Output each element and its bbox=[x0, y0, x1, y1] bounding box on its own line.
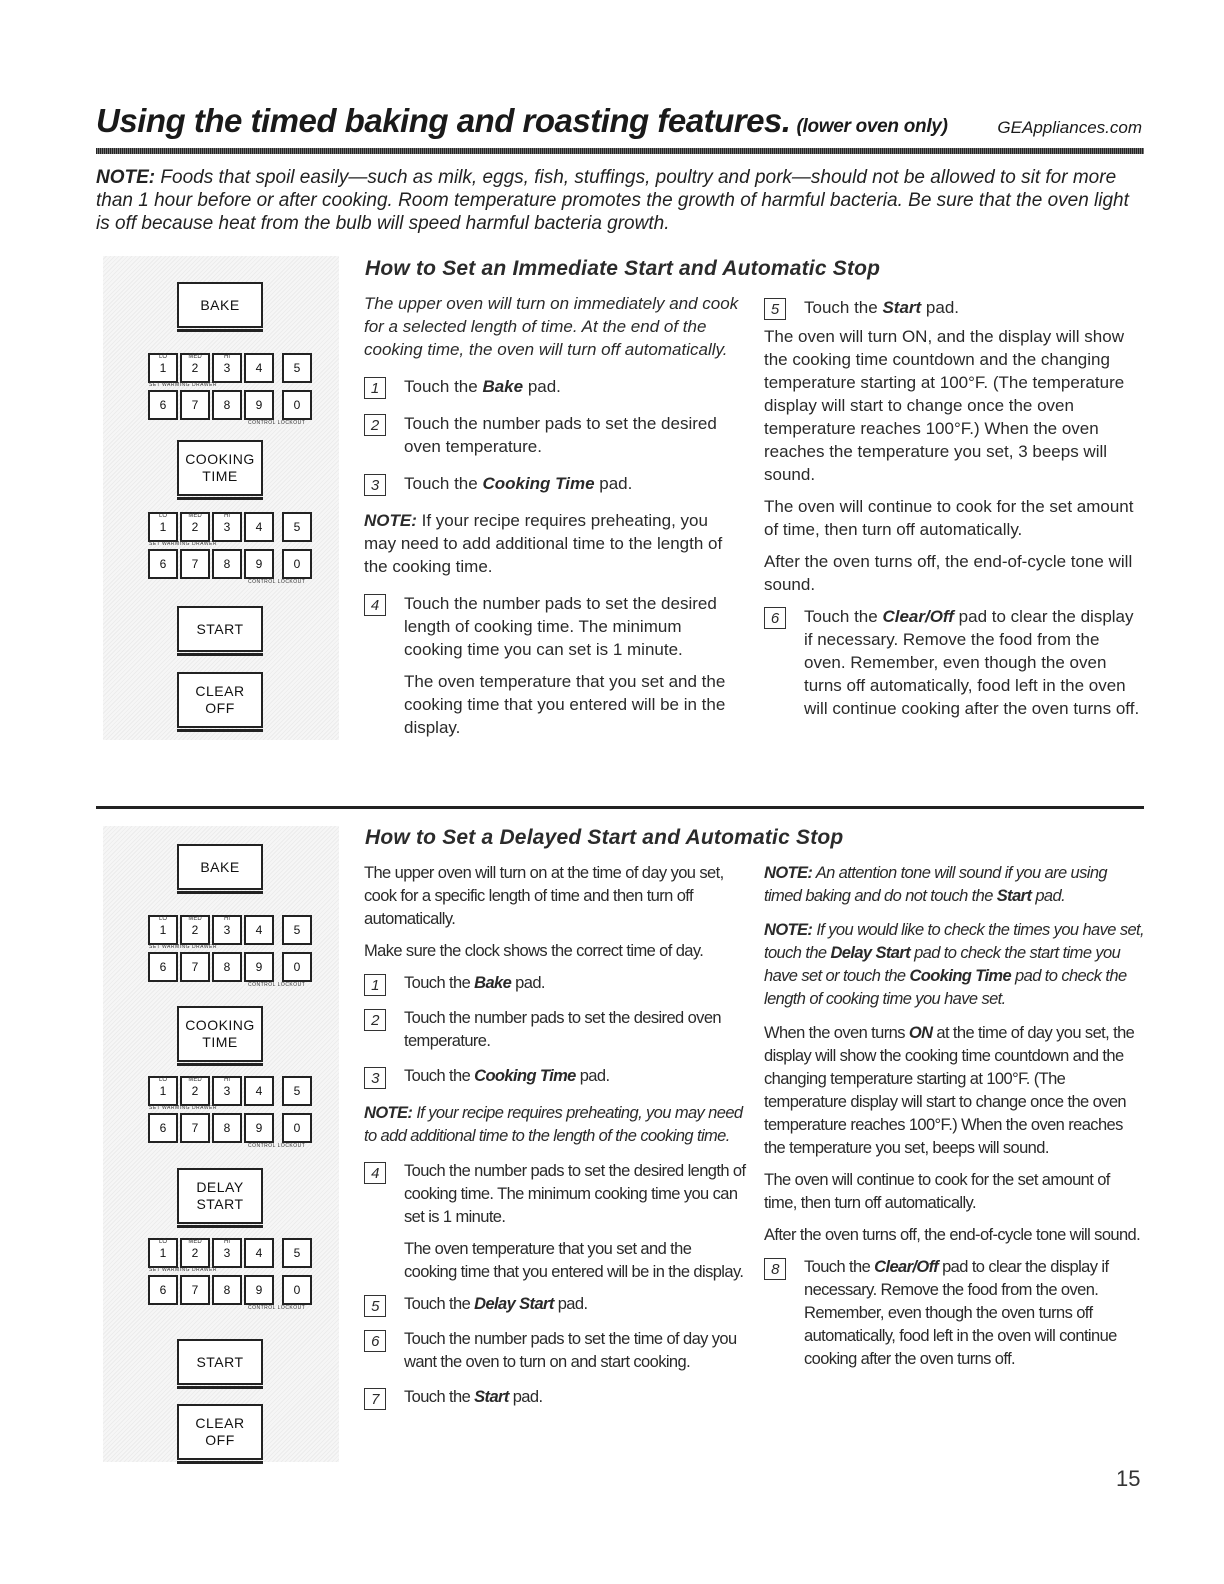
bake-pad[interactable]: BAKE bbox=[177, 844, 263, 890]
section1-step-5: 5 Touch the Start pad. bbox=[764, 296, 1144, 319]
section2-step-5: 5 Touch the Delay Start pad. bbox=[364, 1293, 746, 1316]
key-1[interactable]: LO 1 bbox=[148, 915, 178, 945]
section1-left-column bbox=[364, 292, 742, 748]
section1-step-4: 4 Touch the number pads to set the desired length of cooking time. The minimum cooking time you can set is 1 minute. bbox=[364, 592, 742, 661]
key-3[interactable]: HI 3 bbox=[212, 512, 242, 542]
key-7[interactable]: 7 bbox=[180, 390, 210, 420]
key-2[interactable]: MED 2 bbox=[180, 1238, 210, 1268]
key-6[interactable]: 6 bbox=[148, 1113, 178, 1143]
delay-start-pad[interactable]: DELAY START bbox=[177, 1168, 263, 1224]
key-3[interactable]: HI 3 bbox=[212, 915, 242, 945]
clear-off-pad[interactable]: CLEAR OFF bbox=[177, 1404, 263, 1460]
number-row-top bbox=[148, 353, 328, 383]
section-title-delayed: How to Set a Delayed Start and Automatic Stop bbox=[365, 826, 844, 849]
website-label: GEAppliances.com bbox=[997, 118, 1142, 137]
key-4[interactable]: 4 bbox=[244, 1238, 274, 1268]
section2-step-3: 3 Touch the Cooking Time pad. bbox=[364, 1065, 746, 1088]
number-row-top bbox=[148, 915, 328, 945]
key-9[interactable]: 9 bbox=[244, 1275, 274, 1305]
key-6[interactable]: 6 bbox=[148, 549, 178, 579]
key-3[interactable]: HI 3 bbox=[212, 1076, 242, 1106]
section1-note: NOTE: If your recipe requires preheating, you may need to add additional time to the length of the cooking time. bbox=[364, 511, 723, 576]
key-7[interactable]: 7 bbox=[180, 952, 210, 982]
warming-drawer-label: SET WARMING DRAWER bbox=[149, 944, 217, 950]
number-row-bottom bbox=[148, 952, 328, 982]
section2-result-3: After the oven turns off, the end-of-cycle tone will sound. bbox=[764, 1226, 1141, 1244]
key-7[interactable]: 7 bbox=[180, 1113, 210, 1143]
control-panel-delayed bbox=[103, 826, 339, 1462]
section-title-immediate: How to Set an Immediate Start and Automatic Stop bbox=[365, 257, 881, 280]
section1-step-2: 2 Touch the number pads to set the desired oven temperature. bbox=[364, 412, 742, 458]
section2-result-2: The oven will continue to cook for the set amount of time, then turn off automatically. bbox=[764, 1171, 1110, 1212]
key-8[interactable]: 8 bbox=[212, 1113, 242, 1143]
section2-note-check-times: NOTE: If you would like to check the times you have set, touch the Delay Start pad to check the start time you have set or touch the Cooking Time pad to check the length of cooking time you have set. bbox=[764, 921, 1145, 1008]
control-panel-immediate bbox=[103, 256, 339, 740]
warming-drawer-label: SET WARMING DRAWER bbox=[149, 541, 217, 547]
warming-drawer-label: SET WARMING DRAWER bbox=[149, 382, 217, 388]
key-0[interactable]: 0 bbox=[282, 952, 312, 982]
key-7[interactable]: 7 bbox=[180, 1275, 210, 1305]
page-header bbox=[96, 102, 1144, 148]
key-5[interactable]: 5 bbox=[282, 915, 312, 945]
section2-step-4-detail: The oven temperature that you set and the cooking time that you entered will be in the display. bbox=[404, 1240, 744, 1281]
key-5[interactable]: 5 bbox=[282, 1076, 312, 1106]
key-1[interactable]: LO 1 bbox=[148, 353, 178, 383]
key-6[interactable]: 6 bbox=[148, 952, 178, 982]
key-8[interactable]: 8 bbox=[212, 1275, 242, 1305]
number-row-top bbox=[148, 1238, 328, 1268]
bake-pad[interactable]: BAKE bbox=[177, 282, 263, 328]
key-8[interactable]: 8 bbox=[212, 390, 242, 420]
section1-result-3: After the oven turns off, the end-of-cycle tone will sound. bbox=[764, 552, 1133, 594]
key-9[interactable]: 9 bbox=[244, 549, 274, 579]
control-lockout-label: CONTROL LOCKOUT bbox=[248, 982, 306, 988]
section2-intro: The upper oven will turn on at the time of day you set, cook for a specific length of time and then turn off automatically. bbox=[364, 864, 724, 928]
number-row-bottom bbox=[148, 1275, 328, 1305]
key-2[interactable]: MED 2 bbox=[180, 353, 210, 383]
section1-right-column bbox=[764, 296, 1144, 729]
page-title: Using the timed baking and roasting features. (lower oven only) bbox=[96, 102, 948, 139]
key-8[interactable]: 8 bbox=[212, 952, 242, 982]
key-2[interactable]: MED 2 bbox=[180, 512, 210, 542]
control-lockout-label: CONTROL LOCKOUT bbox=[248, 1305, 306, 1311]
key-2[interactable]: MED 2 bbox=[180, 915, 210, 945]
key-3[interactable]: HI 3 bbox=[212, 353, 242, 383]
start-pad[interactable]: START bbox=[177, 606, 263, 652]
warming-drawer-label: SET WARMING DRAWER bbox=[149, 1105, 217, 1111]
section1-step-6: 6 Touch the Clear/Off pad to clear the display if necessary. Remove the food from the oven. Remember, even though the oven turns off automatically, food left in the oven will continue cooking after the oven turns off. bbox=[764, 605, 1144, 720]
key-9[interactable]: 9 bbox=[244, 952, 274, 982]
key-9[interactable]: 9 bbox=[244, 1113, 274, 1143]
number-row-bottom bbox=[148, 1113, 328, 1143]
section2-clock-note: Make sure the clock shows the correct time of day. bbox=[364, 942, 704, 960]
section2-step-7: 7 Touch the Start pad. bbox=[364, 1386, 746, 1409]
key-3[interactable]: HI 3 bbox=[212, 1238, 242, 1268]
key-0[interactable]: 0 bbox=[282, 1275, 312, 1305]
section1-intro: The upper oven will turn on immediately and cook for a selected length of time. At the end of the cooking time, the oven will turn off automatically. bbox=[364, 294, 739, 359]
number-row-top bbox=[148, 1076, 328, 1106]
food-safety-note: NOTE: Foods that spoil easily—such as milk, eggs, fish, stuffings, poultry and pork—should not be allowed to sit for more than 1 hour before or after cooking. Room temperature promotes the growth of harmful bacteria. Be sure that the oven light is off because heat from the bulb will speed harmful bacteria growth. bbox=[96, 167, 1129, 234]
key-9[interactable]: 9 bbox=[244, 390, 274, 420]
key-6[interactable]: 6 bbox=[148, 390, 178, 420]
section2-result-1: When the oven turns ON at the time of day you set, the display will show the cooking time countdown and the changing temperature starting at 100°F. (The temperature display will start to change once the oven temperature reaches 100°F.) When the oven reaches the temperature you set, beeps will sound. bbox=[764, 1024, 1135, 1157]
control-lockout-label: CONTROL LOCKOUT bbox=[248, 579, 306, 585]
key-5[interactable]: 5 bbox=[282, 1238, 312, 1268]
cooking-time-pad[interactable]: COOKING TIME bbox=[177, 440, 263, 496]
section1-result-1: The oven will turn ON, and the display will show the cooking time countdown and the changing temperature starting at 100°F. (The temperature display will start to change once the oven temperature reaches 100°F.) When the oven reaches the temperature you set, 3 beeps will sound. bbox=[764, 327, 1125, 484]
warming-drawer-label: SET WARMING DRAWER bbox=[149, 1267, 217, 1273]
key-0[interactable]: 0 bbox=[282, 549, 312, 579]
section2-step-6: 6 Touch the number pads to set the time of day you want the oven to turn on and start cooking. bbox=[364, 1328, 746, 1374]
clear-off-pad[interactable]: CLEAR OFF bbox=[177, 672, 263, 728]
section2-note-attention: NOTE: An attention tone will sound if you are using timed baking and do not touch the Start pad. bbox=[764, 864, 1108, 905]
key-5[interactable]: 5 bbox=[282, 512, 312, 542]
section1-result-2: The oven will continue to cook for the set amount of time, then turn off automatically. bbox=[764, 497, 1134, 539]
cooking-time-pad[interactable]: COOKING TIME bbox=[177, 1006, 263, 1062]
key-4[interactable]: 4 bbox=[244, 1076, 274, 1106]
key-4[interactable]: 4 bbox=[244, 512, 274, 542]
control-lockout-label: CONTROL LOCKOUT bbox=[248, 1143, 306, 1149]
section1-step-1: 1 Touch the Bake pad. bbox=[364, 375, 742, 398]
number-row-bottom bbox=[148, 549, 328, 579]
section2-step-8: 8 Touch the Clear/Off pad to clear the display if necessary. Remove the food from the oven. Remember, even though the oven turns off automatically, food left in the oven will continue cooking after the oven turns off. bbox=[764, 1256, 1144, 1371]
key-0[interactable]: 0 bbox=[282, 1113, 312, 1143]
control-lockout-label: CONTROL LOCKOUT bbox=[248, 420, 306, 426]
key-1[interactable]: LO 1 bbox=[148, 512, 178, 542]
key-2[interactable]: MED 2 bbox=[180, 1076, 210, 1106]
key-4[interactable]: 4 bbox=[244, 353, 274, 383]
section2-step-2: 2 Touch the number pads to set the desired oven temperature. bbox=[364, 1007, 746, 1053]
number-row-bottom bbox=[148, 390, 328, 420]
section2-note: NOTE: If your recipe requires preheating, you may need to add additional time to the length of the cooking time. bbox=[364, 1104, 743, 1145]
page-subtitle: (lower oven only) bbox=[796, 116, 948, 137]
key-6[interactable]: 6 bbox=[148, 1275, 178, 1305]
section2-step-1: 1 Touch the Bake pad. bbox=[364, 972, 746, 995]
start-pad[interactable]: START bbox=[177, 1339, 263, 1385]
number-row-top bbox=[148, 512, 328, 542]
header-rule bbox=[96, 148, 1144, 154]
section1-step-4-detail: The oven temperature that you set and the cooking time that you entered will be in the display. bbox=[404, 672, 726, 737]
section2-left-column bbox=[364, 862, 746, 1418]
section1-step-3: 3 Touch the Cooking Time pad. bbox=[364, 472, 742, 495]
section2-step-4: 4 Touch the number pads to set the desired length of cooking time. The minimum cooking time you can set is 1 minute. bbox=[364, 1160, 746, 1229]
key-1[interactable]: LO 1 bbox=[148, 1238, 178, 1268]
section2-right-column bbox=[764, 862, 1144, 1380]
section-divider bbox=[96, 806, 1144, 809]
key-0[interactable]: 0 bbox=[282, 390, 312, 420]
key-5[interactable]: 5 bbox=[282, 353, 312, 383]
key-1[interactable]: LO 1 bbox=[148, 1076, 178, 1106]
key-7[interactable]: 7 bbox=[180, 549, 210, 579]
key-8[interactable]: 8 bbox=[212, 549, 242, 579]
page-number: 15 bbox=[1116, 1466, 1141, 1491]
key-4[interactable]: 4 bbox=[244, 915, 274, 945]
